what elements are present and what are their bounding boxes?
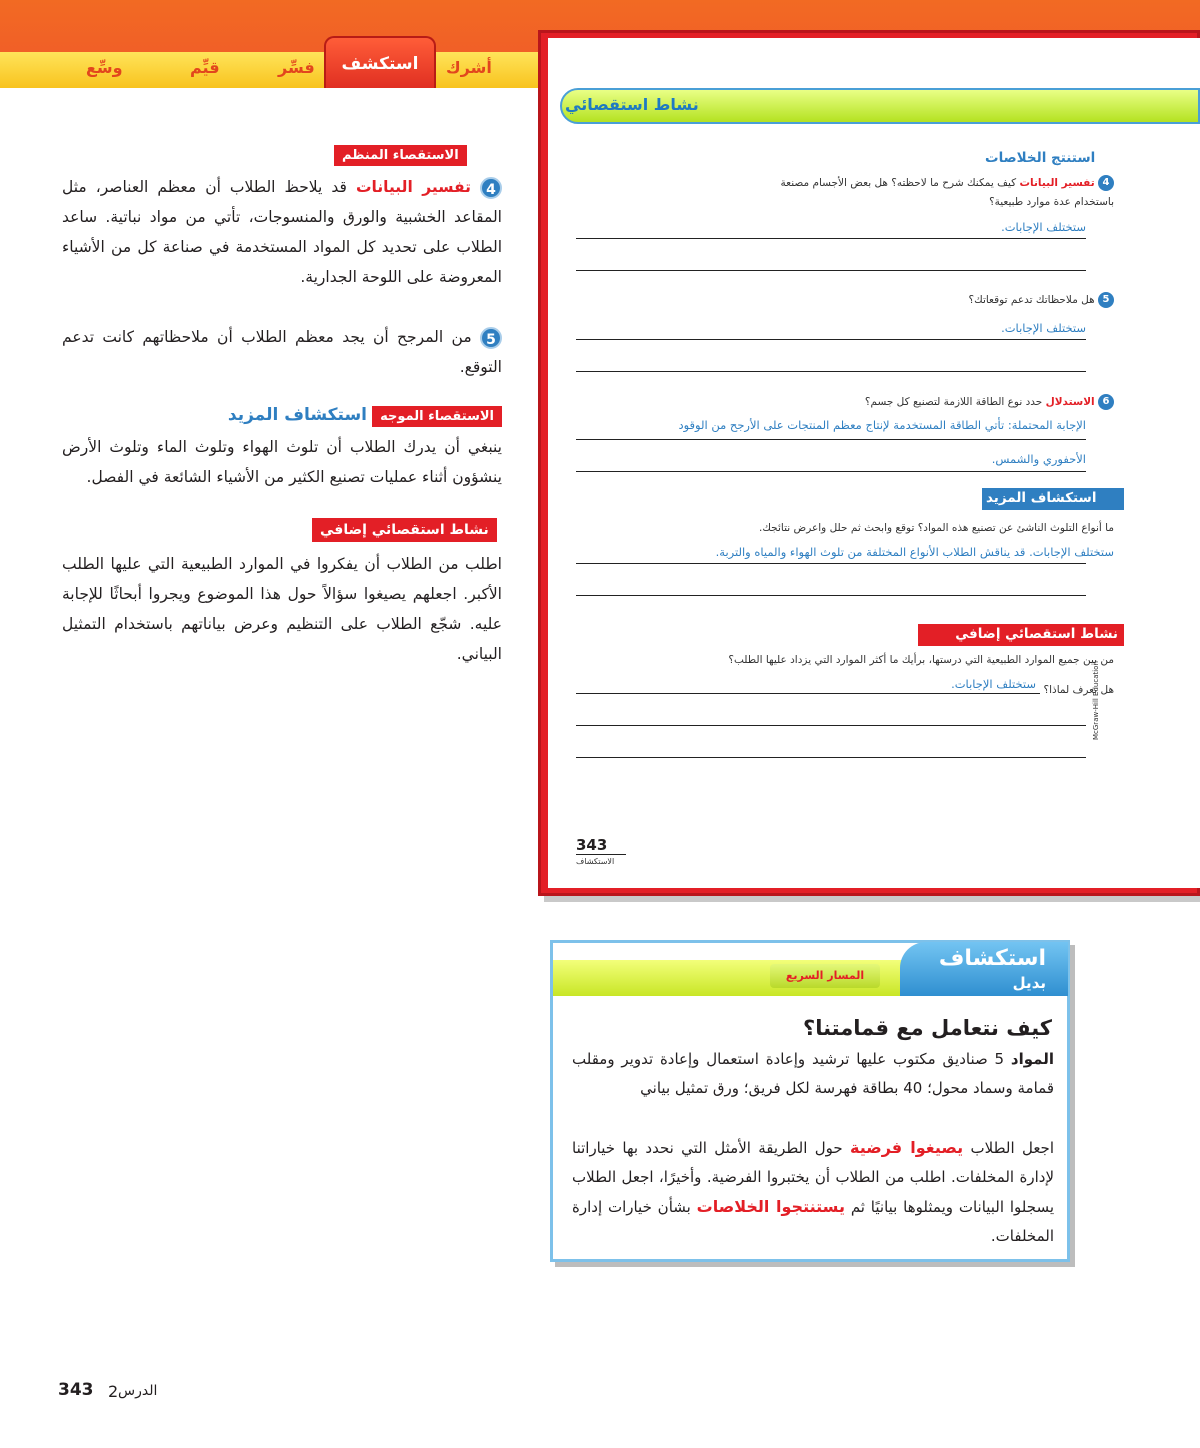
number-badge: 5 <box>1098 292 1114 308</box>
answer-line <box>576 595 1086 596</box>
answer-line <box>576 693 1040 694</box>
extra-activity-text: اطلب من الطلاب أن يفكروا في الموارد الطبيعية التي عليها الطلب الأكبر. اجعلهم يصيغوا سؤالاً حول هذا الموضوع ويجروا أبحاثًا للإجابة عليه. شجّع الطلاب على التنظيم وعرض بياناتهم باستخدام التمثيل البياني. <box>62 555 502 663</box>
procedure-text-c: بشأن خيارات إدارة المخلفات. <box>572 1198 1054 1245</box>
student-page <box>548 38 1200 888</box>
question-4-text-line2: باستخدام عدة موارد طبيعية؟ <box>989 196 1114 208</box>
question-4-text: كيف يمكنك شرح ما لاحظته؟ هل بعض الأجسام مصنعة <box>780 177 1017 189</box>
hypothesize-keyword: يصيغوا فرضية <box>850 1138 964 1157</box>
number-badge: 5 <box>480 327 502 349</box>
explore-more-question: ما أنواع التلوث الناشئ عن تصنيع هذه المواد؟ توقع وابحث ثم حلل واعرض نتائجك. <box>758 522 1114 534</box>
fast-track-badge: المسار السريع <box>770 964 880 988</box>
draw-conclusions-keyword: يستنتجوا الخلاصات <box>696 1197 845 1216</box>
explore-more-title: استكشاف المزيد <box>227 405 367 425</box>
question-5 <box>969 292 1114 308</box>
question-6 <box>865 394 1114 410</box>
guided-inquiry-heading <box>210 405 502 431</box>
lesson-label: الدرس <box>118 1383 158 1399</box>
publisher-credit: McGraw-Hill Education <box>1092 661 1100 740</box>
question-4-answer: ستختلف الإجابات. <box>1001 220 1086 234</box>
conclusions-heading: استنتج الخلاصات <box>985 150 1096 166</box>
materials-paragraph <box>572 1045 1054 1103</box>
question-5-answer: ستختلف الإجابات. <box>1001 321 1086 335</box>
item-5 <box>62 322 502 382</box>
extra-activity-question: من بين جميع الموارد الطبيعية التي درستها، برأيك ما أكثر الموارد التي يزداد عليها الطلب؟ <box>728 654 1114 666</box>
interpret-data-keyword: تفسير البيانات <box>1019 177 1095 189</box>
answer-line <box>576 563 1086 564</box>
alt-box-subtitle: بديل <box>1012 974 1046 992</box>
extra-activity-heading: نشاط استقصائي إضافي <box>955 626 1118 642</box>
answer-line <box>576 270 1086 271</box>
inference-keyword: الاستدلال <box>1045 396 1095 408</box>
answer-line <box>576 471 1086 472</box>
extra-activity-answer: ستختلف الإجابات. <box>951 677 1036 691</box>
guided-inquiry-label: الاستقصاء الموجه <box>372 406 502 427</box>
tab-evaluate[interactable]: قيِّم <box>190 58 220 77</box>
explore-more-answer: ستختلف الإجابات. قد يناقش الطلاب الأنواع المختلفة من تلوث الهواء والمياه والتربة. <box>715 545 1114 559</box>
student-page-label: الاستكشاف <box>576 857 615 866</box>
number-badge: 6 <box>1098 394 1114 410</box>
page-number: 343 <box>58 1380 94 1400</box>
answer-line <box>576 757 1086 758</box>
explore-more-text: ينبغي أن يدرك الطلاب أن تلوث الهواء وتلوث الماء وتلوث الأرض ينشؤون أثناء عمليات تصنيع الكثير من الأشياء الشائعة في الفصل. <box>62 438 502 486</box>
alt-box-title: استكشاف <box>938 946 1046 971</box>
tab-extend[interactable]: وسِّع <box>86 58 123 77</box>
materials-label: المواد <box>1010 1050 1054 1068</box>
number-badge: 4 <box>480 177 502 199</box>
procedure-text-a: اجعل الطلاب <box>970 1139 1054 1157</box>
activity-banner-title: نشاط استقصائي <box>565 95 699 114</box>
procedure-paragraph <box>572 1133 1054 1251</box>
item-4-text: قد يلاحظ الطلاب أن معظم العناصر، مثل المقاعد الخشبية والورق والمنسوجات، تأتي من مواد نباتية. ساعد الطلاب على تحديد كل المواد المستخدمة في صناعة كل من الأشياء المعروضة على اللوحة الجدارية. <box>62 178 502 286</box>
explore-more-heading: استكشاف المزيد <box>986 490 1097 506</box>
tab-explore[interactable]: استكشف <box>324 36 436 88</box>
question-6-answer-line2: الأحفوري والشمس. <box>991 452 1086 466</box>
item-4 <box>62 172 502 292</box>
organized-inquiry-label: الاستقصاء المنظم <box>334 145 467 166</box>
answer-line <box>576 238 1086 239</box>
answer-line <box>576 371 1086 372</box>
answer-line <box>576 439 1086 440</box>
extra-activity-question-line2: هل تعرف لماذا؟ <box>1043 684 1114 696</box>
number-badge: 4 <box>1098 175 1114 191</box>
alt-box-question: كيف نتعامل مع قمامتنا؟ <box>803 1016 1052 1040</box>
answer-line <box>576 725 1086 726</box>
interpret-data-keyword: تفسير البيانات <box>355 178 471 196</box>
item-5-text: من المرجح أن يجد معظم الطلاب أن ملاحظاتهم كانت تدعم التوقع. <box>62 328 502 376</box>
page-number-rule <box>576 854 626 855</box>
question-4 <box>781 175 1114 191</box>
answer-line <box>576 339 1086 340</box>
lesson-number: 2 <box>108 1382 119 1401</box>
tab-engage[interactable]: أشرك <box>446 58 492 77</box>
student-page-number: 343 <box>576 836 608 854</box>
question-6-answer-line1: الإجابة المحتملة: تأتي الطاقة المستخدمة لإنتاج معظم المنتجات على الأرجح من الوقود <box>678 418 1086 432</box>
extra-activity-label: نشاط استقصائي إضافي <box>312 518 497 542</box>
materials-text: 5 صناديق مكتوب عليها ترشيد وإعادة استعمال وإعادة تدوير ومقلب قمامة وسماد محول؛ 40 بطاقة فهرسة لكل فريق؛ ورق تمثيل بياني <box>572 1050 1054 1097</box>
question-6-text: حدد نوع الطاقة اللازمة لتصنيع كل جسم؟ <box>864 396 1043 408</box>
tab-explain[interactable]: فسِّر <box>278 58 315 77</box>
procedure-text-b: حول الطريقة الأمثل التي نحدد بها خياراتنا لإدارة المخلفات. اطلب من الطلاب أن يختبروا الفرضية. وأخيرًا، اجعل الطلاب يسجلوا البيانات ويمثلوها بيانيًا ثم <box>572 1139 1055 1216</box>
question-5-text: هل ملاحظاتك تدعم توقعاتك؟ <box>968 294 1095 306</box>
